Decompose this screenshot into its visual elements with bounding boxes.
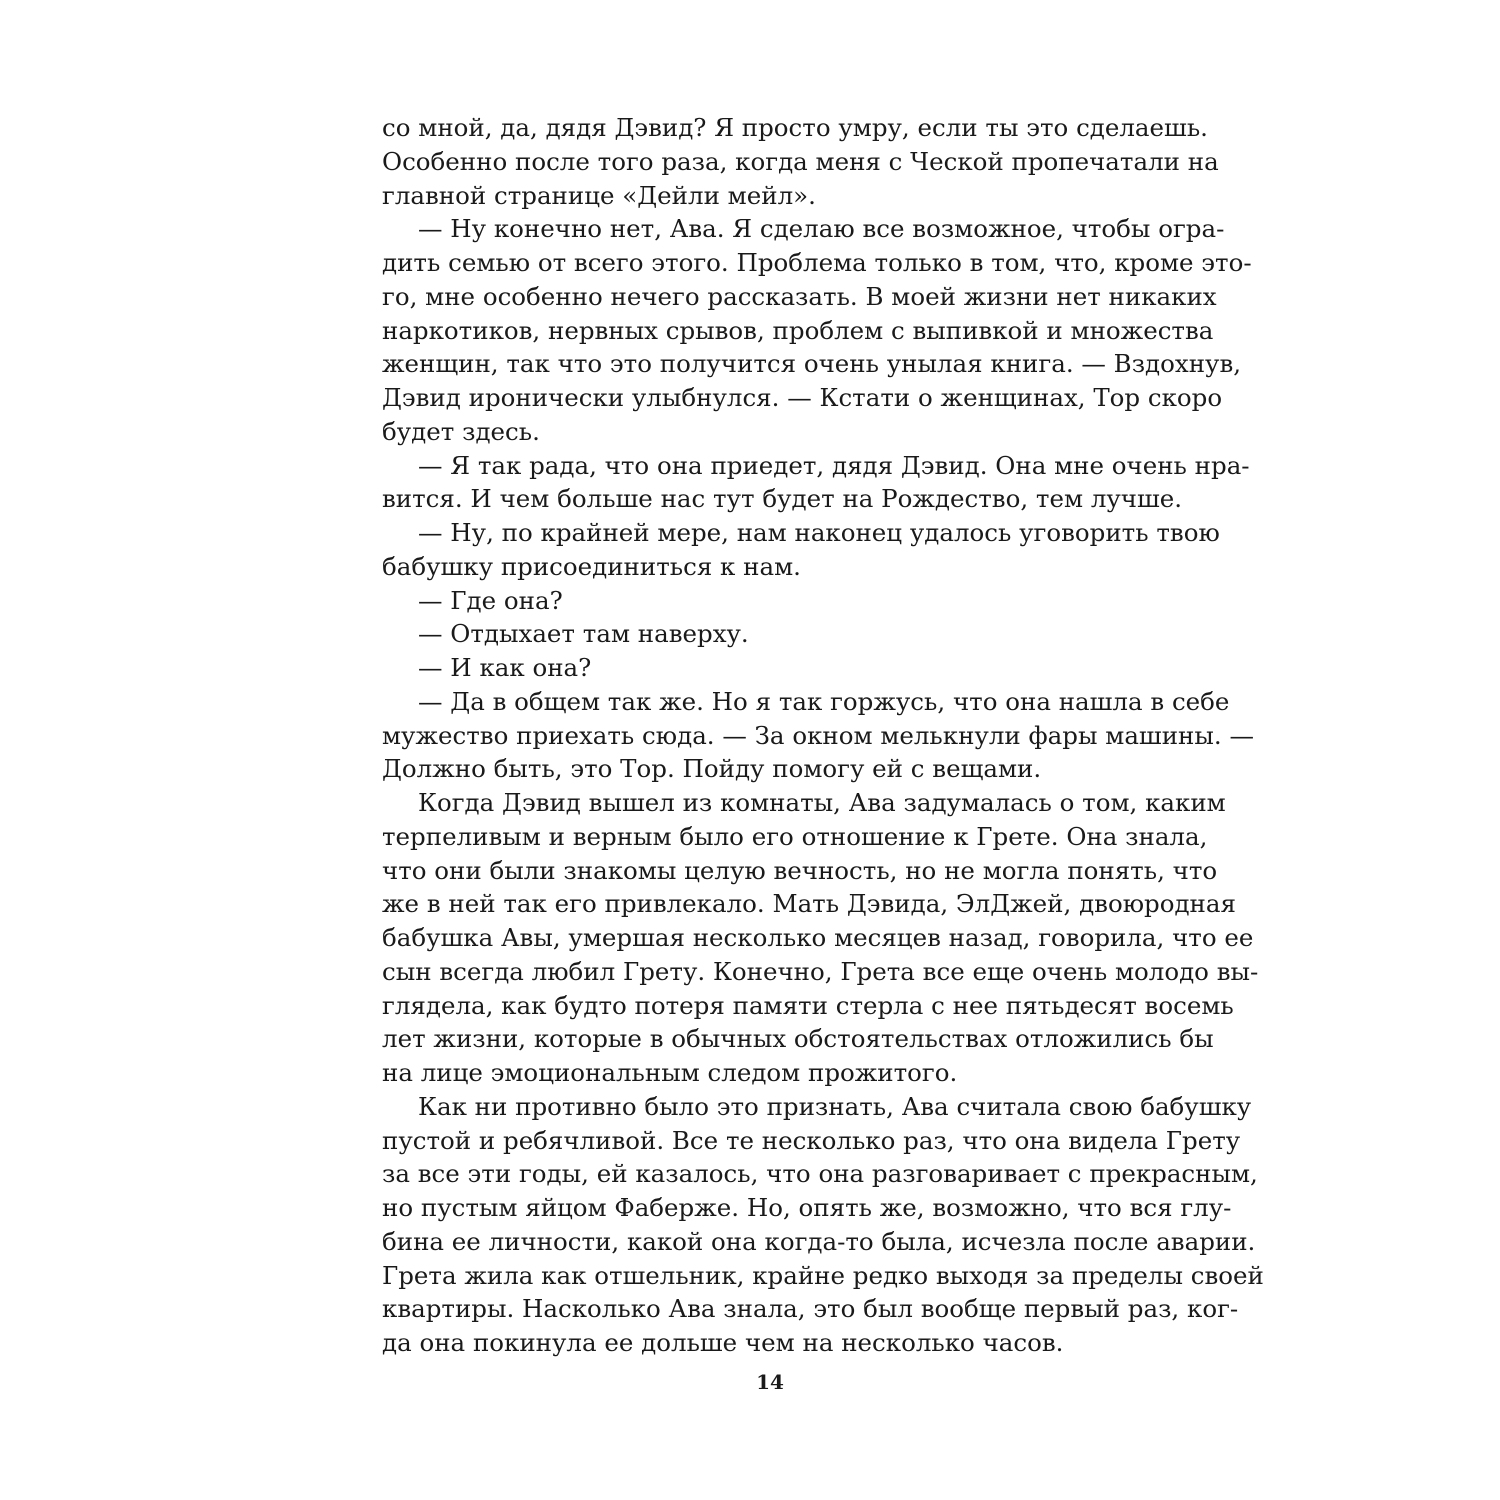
text-line: мужество приехать сюда. — За окном мелькнули фары машины. — bbox=[382, 720, 1254, 750]
text-line: на лице эмоциональным следом прожитого. bbox=[382, 1058, 958, 1087]
text-line: лет жизни, которые в обычных обстоятельствах отложились бы bbox=[382, 1024, 1214, 1054]
text-line: — Да в общем так же. Но я так горжусь, что она нашла в себе bbox=[418, 686, 1230, 716]
text-line: бабушку присоединиться к нам. bbox=[382, 551, 801, 581]
text-line: женщин, так что это получится очень унылая книга. — Вздохнув, bbox=[382, 349, 1242, 379]
text-line: глядела, как будто потеря памяти стерла с нее пятьдесят восемь bbox=[382, 990, 1234, 1020]
text-line: дить семью от всего этого. Проблема только в том, что, кроме это- bbox=[382, 248, 1252, 277]
text-line: Когда Дэвид вышел из комнаты, Ава задумалась о том, каким bbox=[418, 788, 1226, 817]
text-line: — Ну конечно нет, Ава. Я сделаю все возможное, чтобы огра- bbox=[418, 214, 1225, 244]
text-line: вится. И чем больше нас тут будет на Рождество, тем лучше. bbox=[382, 484, 1183, 514]
text-line: же в ней так его привлекало. Мать Дэвида, ЭлДжей, двоюродная bbox=[382, 889, 1236, 919]
text-line: но пустым яйцом Фаберже. Но, опять же, возможно, что вся глу- bbox=[382, 1193, 1232, 1222]
text-line: терпеливым и верным было его отношение к Грете. Она знала, bbox=[382, 821, 1208, 851]
text-line: бабушка Авы, умершая несколько месяцев назад, говорила, что ее bbox=[382, 923, 1254, 952]
text-line: Как ни противно было это признать, Ава считала свою бабушку bbox=[418, 1091, 1252, 1121]
text-line: — Где она? bbox=[418, 585, 563, 615]
text-line: — Ну, по крайней мере, нам наконец удалось уговорить твою bbox=[418, 518, 1220, 547]
page-number: 14 bbox=[756, 1370, 784, 1394]
text-line: да она покинула ее дольше чем на несколько часов. bbox=[382, 1328, 1064, 1357]
text-line: — И как она? bbox=[418, 653, 592, 682]
text-line: за все эти годы, ей казалось, что она разговаривает с прекрасным, bbox=[382, 1159, 1258, 1189]
text-line: го, мне особенно нечего рассказать. В моей жизни нет никаких bbox=[382, 281, 1217, 311]
text-line: что они были знакомы целую вечность, но не могла понять, что bbox=[382, 855, 1218, 885]
text-line: — Я так рада, что она приедет, дядя Дэвид. Она мне очень нра- bbox=[418, 450, 1250, 480]
text-line: пустой и ребячливой. Все те несколько раз, что она видела Грету bbox=[382, 1125, 1241, 1155]
text-line: будет здесь. bbox=[382, 416, 540, 446]
text-line: бина ее личности, какой она когда-то была, исчезла после аварии. bbox=[382, 1226, 1256, 1256]
text-line: со мной, да, дядя Дэвид? Я просто умру, если ты это сделаешь. bbox=[382, 113, 1208, 142]
page-body-text bbox=[382, 111, 1264, 1360]
text-line: главной странице «Дейли мейл». bbox=[382, 180, 816, 210]
text-line: — Отдыхает там наверху. bbox=[418, 619, 749, 649]
text-line: сын всегда любил Грету. Конечно, Грета все еще очень молодо вы- bbox=[382, 956, 1259, 986]
text-line: Особенно после того раза, когда меня с Ческой пропечатали на bbox=[382, 146, 1219, 176]
text-line: наркотиков, нервных срывов, проблем с выпивкой и множества bbox=[382, 315, 1214, 345]
text-line: квартиры. Насколько Ава знала, это был вообще первый раз, ког- bbox=[382, 1294, 1239, 1324]
text-line: Дэвид иронически улыбнулся. — Кстати о женщинах, Тор скоро bbox=[382, 383, 1223, 412]
text-line: Должно быть, это Тор. Пойду помогу ей с вещами. bbox=[382, 754, 1042, 784]
text-line: Грета жила как отшельник, крайне редко выходя за пределы своей bbox=[382, 1260, 1264, 1290]
